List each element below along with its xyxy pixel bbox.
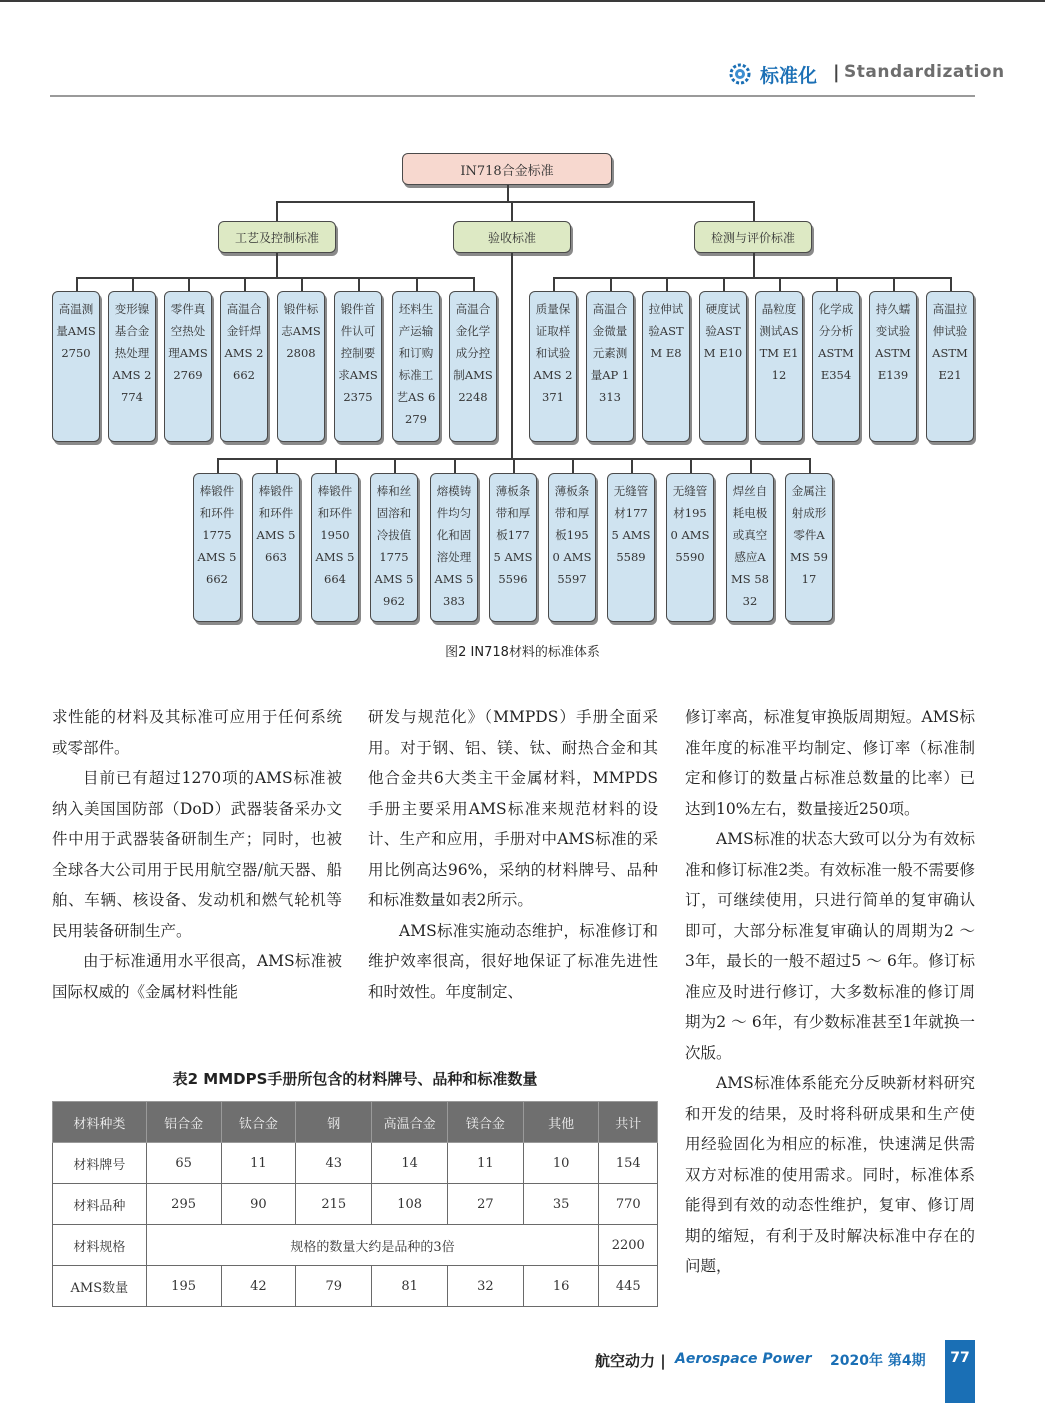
process-standard-node [334, 291, 382, 442]
connector-line [335, 458, 337, 473]
table-cell: 10 [523, 1143, 599, 1184]
inspection-standard-node [926, 291, 974, 442]
journal-name-zh: 航空动力 | [595, 1352, 666, 1370]
table-caption: 表2 MMDPS手册所包含的材料牌号、品种和标准数量 [172, 1070, 538, 1088]
leaf-label: 棒锻件和环件1775 AMS 5662 [197, 484, 237, 586]
header-cell: 共计 [599, 1102, 658, 1143]
header-cell: 钛合金 [221, 1102, 296, 1143]
connector-line [358, 277, 360, 291]
paragraph: 由于标准通用水平很高，AMS标准被国际权威的《金属材料性能 [52, 952, 342, 1001]
leaf-label: 熔模铸件均匀化和固溶处理AMS 5383 [434, 484, 474, 608]
connector-line [631, 458, 633, 473]
header-cell: 钢 [296, 1102, 372, 1143]
table-cell: 195 [146, 1266, 221, 1307]
table-cell: 79 [296, 1266, 372, 1307]
connector-line [301, 277, 303, 291]
inspection-standard-node [699, 291, 747, 442]
leaf-label: 高温合金微量元素测量AP 1313 [590, 302, 630, 404]
process-standard-node [277, 291, 325, 442]
journal-name-en: Aerospace Power [675, 1351, 812, 1367]
leaf-label: 晶粒度测试ASTM E112 [759, 302, 799, 382]
section-title-en: Standardization [844, 62, 1005, 82]
acceptance-standard-node [311, 473, 359, 622]
paragraph: 研发与规范化》（MMPDS）手册全面采用。对于钢、铝、镁、钛、耐热合金和其他合金共6大类主干金属材料，MMPDS手册主要采用AMS标准来规范材料的设计、生产和应用，手册对中AMS标准的采用比例高达96%，采纳的材料牌号、品种和标准数量如表2所示。 [368, 708, 658, 909]
table-row [53, 1143, 658, 1184]
process-standard-node [220, 291, 268, 442]
table-cell: 154 [599, 1143, 658, 1184]
table-cell: 42 [221, 1266, 296, 1307]
leaf-label: 高温拉伸试验ASTM E21 [932, 302, 968, 382]
leaf-label: 金属注射成形零件AMS 5917 [790, 484, 828, 586]
category-acceptance-node: 验收标准 [453, 221, 571, 253]
connector-line [244, 277, 246, 291]
paragraph: 目前已有超过1270项的AMS标准被纳入美国国防部（DoD）武器装备采办文件中用于武器装备研制生产；同时，也被全球各大公司用于民用航空器/航天器、船舶、车辆、核设备、发动机和燃气轮机等民用装备研制生产。 [52, 769, 342, 940]
table-merged-cell: 规格的数量大约是品种的3倍 [146, 1225, 599, 1266]
connector-line [276, 201, 754, 203]
paragraph: AMS标准的状态大致可以分为有效标准和修订标准2类。有效标准一般不需要修订，可继续使用，只进行简单的复审确认即可，大部分标准复审确认的周期为2 ～ 3年，最长的一般不超过5 ～ 6年。修订标准应及时进行修订，大多数标准的修订周期为2 ～ 6年，有少数标准甚至1年就换一次版。 [685, 830, 975, 1062]
root-node: IN718合金标准 [402, 153, 612, 185]
connector-line [276, 253, 278, 278]
table-cell: 770 [599, 1184, 658, 1225]
acceptance-standard-node [666, 473, 714, 622]
connector-line [779, 277, 781, 291]
table-cell: 215 [296, 1184, 372, 1225]
text-column-3 [685, 702, 975, 1282]
process-standard-node [164, 291, 212, 442]
table-cell: 材料品种 [53, 1184, 147, 1225]
paragraph: 修订率高，标准复审换版周期短。AMS标准年度的标准平均制定、修订率（标准制定和修订的数量占标准总数量的比率）已达到10%左右，数量接近250项。 [685, 708, 975, 818]
connector-line [454, 458, 456, 473]
connector-line [276, 201, 278, 221]
table-row [53, 1225, 658, 1266]
table-cell: 11 [448, 1143, 524, 1184]
connector-line [513, 458, 515, 473]
paragraph: 求性能的材料及其标准可应用于任何系统或零部件。 [52, 708, 342, 757]
connector-line [809, 458, 811, 473]
acceptance-standard-node [785, 473, 833, 622]
connector-line [753, 253, 755, 278]
leaf-label: 锻件首件认可控制要求AMS 2375 [338, 302, 378, 404]
leaf-label: 焊丝自耗电极或真空感应AMS 5832 [731, 484, 769, 608]
connector-line [188, 277, 190, 291]
connector-line [511, 201, 513, 221]
leaf-label: 薄板条带和厚板1775 AMS 5596 [493, 484, 533, 586]
inspection-standard-node [812, 291, 860, 442]
leaf-label: 无缝管材1950 AMS 5590 [670, 484, 710, 564]
process-standard-node [52, 291, 100, 442]
connector-line [572, 458, 574, 473]
running-header [0, 58, 1005, 90]
acceptance-standard-node [607, 473, 655, 622]
table-cell: 81 [372, 1266, 448, 1307]
header-cell: 镁合金 [448, 1102, 524, 1143]
table-cell: 16 [523, 1266, 599, 1307]
leaf-label: 高温测量AMS 2750 [56, 302, 96, 360]
table-row [53, 1184, 658, 1225]
header-cell: 高温合金 [372, 1102, 448, 1143]
leaf-label: 棒和丝固溶和冷拔值1775 AMS 5962 [374, 484, 414, 608]
connector-line [507, 185, 509, 202]
leaf-label: 零件真空热处理AMS 2769 [168, 302, 208, 382]
table-cell: 108 [372, 1184, 448, 1225]
page-number: 77 [950, 1350, 970, 1366]
acceptance-standard-node [193, 473, 241, 622]
connector-line [276, 458, 278, 473]
leaf-label: 化学成分分析ASTM E354 [818, 302, 854, 382]
header-cell: 铝合金 [146, 1102, 221, 1143]
connector-line [76, 277, 78, 291]
section-title-zh: 标准化 [760, 65, 818, 87]
table-row [53, 1266, 658, 1307]
leaf-label: 质量保证取样和试验AMS 2371 [533, 302, 573, 404]
leaf-label: 高温合金化学成分控制AMS 2248 [453, 302, 493, 404]
connector-line [76, 277, 473, 279]
leaf-label: 变形镍基合金热处理AMS 2774 [112, 302, 152, 404]
connector-line [750, 458, 752, 473]
table-cell: 90 [221, 1184, 296, 1225]
header-cell: 材料种类 [53, 1102, 147, 1143]
table-cell: 2200 [599, 1225, 658, 1266]
connector-line [723, 277, 725, 291]
header-cell: 其他 [523, 1102, 599, 1143]
process-standard-node [108, 291, 156, 442]
acceptance-standard-node [430, 473, 478, 622]
text-column-2 [368, 702, 658, 1007]
acceptance-standard-node [548, 473, 596, 622]
standardization-gear-icon [728, 62, 752, 86]
inspection-standard-node [642, 291, 690, 442]
inspection-standard-node [869, 291, 917, 442]
table-cell: 27 [448, 1184, 524, 1225]
leaf-label: 拉伸试验ASTM E8 [648, 302, 684, 360]
header-rule [50, 95, 975, 97]
page-number-box [945, 1340, 975, 1403]
figure-caption: 图2 IN718材料的标准体系 [445, 645, 600, 660]
table-header-row [53, 1102, 658, 1143]
acceptance-standard-node [252, 473, 300, 622]
connector-line [217, 458, 219, 473]
connector-line [473, 277, 475, 291]
leaf-label: 高温合金钎焊AMS 2662 [224, 302, 264, 382]
issue-label: 2020年 第4期 [830, 1353, 926, 1369]
process-standard-node [449, 291, 497, 442]
leaf-label: 持久蠕变试验ASTM E139 [875, 302, 911, 382]
table-cell: 材料规格 [53, 1225, 147, 1266]
leaf-label: 坯料生产运输和订购标准工艺AS 6279 [396, 302, 436, 426]
connector-line [394, 458, 396, 473]
leaf-label: 棒锻件和环件1950 AMS 5664 [315, 484, 355, 586]
connector-line [950, 277, 952, 291]
table-cell: 14 [372, 1143, 448, 1184]
inspection-standard-node [586, 291, 634, 442]
table-cell: 35 [523, 1184, 599, 1225]
connector-line [836, 277, 838, 291]
connector-line [893, 277, 895, 291]
process-standard-node [392, 291, 440, 442]
materials-table [52, 1101, 658, 1307]
connector-line [416, 277, 418, 291]
paragraph: AMS标准体系能充分反映新材料研究和开发的结果，及时将科研成果和生产使用经验固化为相应的标准，快速满足供需双方对标准的使用需求。同时，标准体系能得到有效的动态性维护，复审、修订周期的缩短，有利于及时解决标准中存在的问题， [685, 1074, 975, 1275]
acceptance-standard-node [726, 473, 774, 622]
category-process-node: 工艺及控制标准 [218, 221, 336, 253]
inspection-standard-node [529, 291, 577, 442]
connector-line [553, 277, 555, 291]
leaf-label: 棒锻件和环件AMS 5663 [256, 484, 296, 564]
table-cell: AMS数量 [53, 1266, 147, 1307]
table-cell: 材料牌号 [53, 1143, 147, 1184]
leaf-label: 薄板条带和厚板1950 AMS 5597 [552, 484, 592, 586]
table-cell: 43 [296, 1143, 372, 1184]
table-cell: 11 [221, 1143, 296, 1184]
header-separator: | [833, 62, 840, 83]
leaf-label: 无缝管材1775 AMS 5589 [611, 484, 651, 564]
table-cell: 445 [599, 1266, 658, 1307]
connector-line [666, 277, 668, 291]
text-column-1 [52, 702, 342, 1007]
connector-line [553, 277, 950, 279]
table-cell: 65 [146, 1143, 221, 1184]
acceptance-standard-node [370, 473, 418, 622]
connector-line [132, 277, 134, 291]
connector-line [690, 458, 692, 473]
inspection-standard-node [755, 291, 803, 442]
leaf-label: 锻件标志AMS 2808 [281, 302, 321, 360]
connector-line [511, 253, 513, 458]
acceptance-standard-node [489, 473, 537, 622]
top-rule [0, 0, 1045, 2]
table-cell: 32 [448, 1266, 524, 1307]
leaf-label: 硬度试验ASTM E10 [703, 302, 743, 360]
table-cell: 295 [146, 1184, 221, 1225]
connector-line [610, 277, 612, 291]
connector-line [753, 201, 755, 221]
paragraph: AMS标准实施动态维护，标准修订和维护效率很高，很好地保证了标准先进性和时效性。年度制定、 [368, 921, 658, 1001]
category-inspection-node: 检测与评价标准 [694, 221, 812, 253]
